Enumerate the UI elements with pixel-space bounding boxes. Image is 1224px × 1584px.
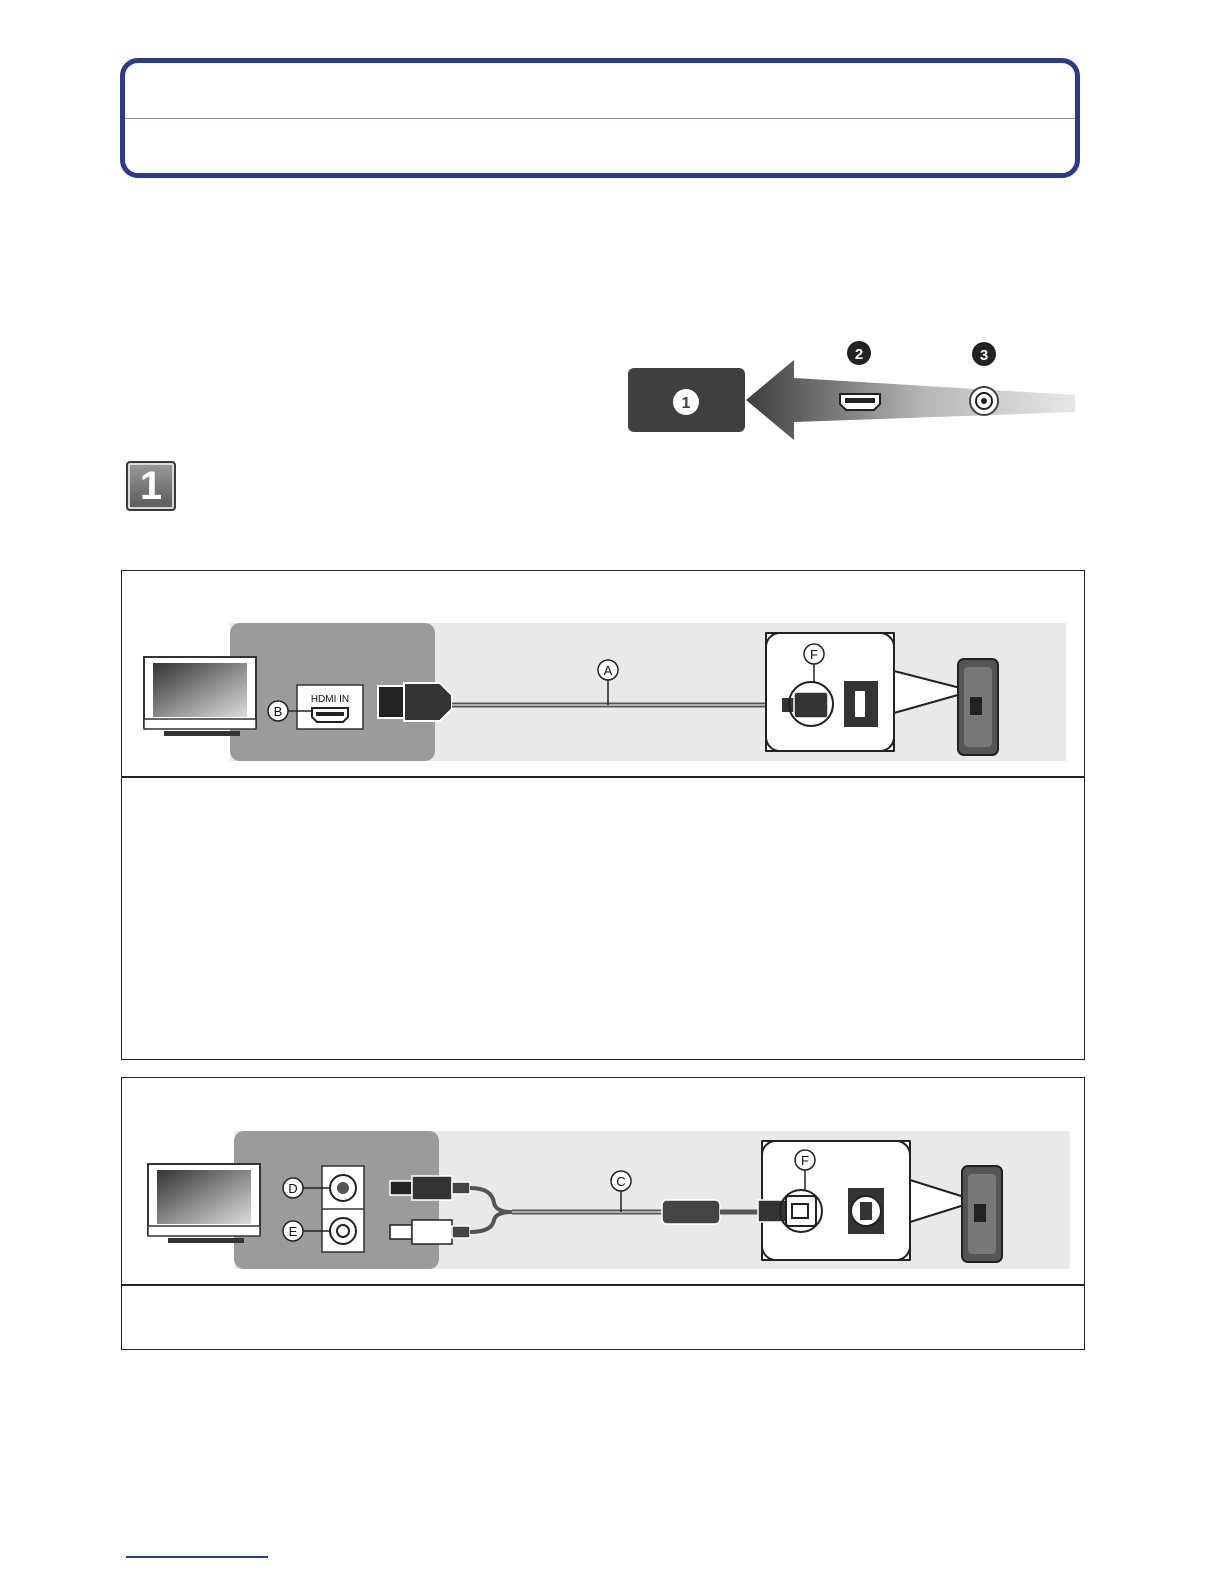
tv-icon xyxy=(148,1164,260,1243)
av-connection-diagram xyxy=(122,1078,1084,1284)
panel-divider xyxy=(122,1284,1084,1286)
badge-2 xyxy=(847,341,871,365)
svg-text:HDMI IN: HDMI IN xyxy=(310,694,350,705)
av-connection-panel xyxy=(121,1077,1085,1350)
camera-icon xyxy=(958,659,998,755)
page-header-frame xyxy=(120,58,1080,178)
av-jack-icon xyxy=(970,387,998,415)
hdmi-plug xyxy=(378,683,452,721)
tv-hdmi-in-port xyxy=(297,685,363,729)
tv-av-jacks xyxy=(322,1166,364,1252)
tv-icon xyxy=(144,657,256,736)
svg-text:1: 1 xyxy=(681,395,691,412)
svg-text:D: D xyxy=(288,1181,298,1196)
camera-icon xyxy=(962,1166,1002,1262)
step-number-badge: 1 xyxy=(126,461,176,511)
svg-text:2: 2 xyxy=(854,346,864,363)
hdmi-connection-diagram xyxy=(122,571,1084,776)
priority-arrow xyxy=(746,360,1075,440)
svg-text:A: A xyxy=(603,663,613,678)
badge-1 xyxy=(673,389,699,415)
svg-text:C: C xyxy=(616,1174,626,1189)
svg-text:F: F xyxy=(801,1153,809,1168)
hdmi-connection-panel xyxy=(121,570,1085,1060)
badge-3 xyxy=(972,342,996,366)
svg-text:3: 3 xyxy=(979,347,989,364)
svg-text:E: E xyxy=(288,1224,298,1239)
hdmi-port-icon xyxy=(840,394,880,410)
svg-text:B: B xyxy=(273,704,283,719)
header-divider xyxy=(125,118,1075,119)
priority-arrow-graphic xyxy=(628,340,1078,440)
ferrite-core xyxy=(662,1200,720,1224)
panel-divider xyxy=(122,776,1084,778)
footer-link-underline[interactable] xyxy=(126,1556,268,1558)
svg-text:F: F xyxy=(810,647,818,662)
